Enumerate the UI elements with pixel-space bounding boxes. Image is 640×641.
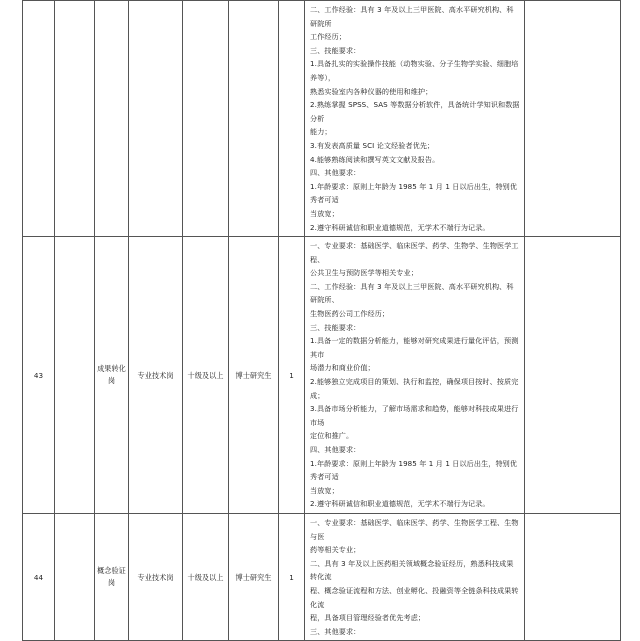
requirement-line: 工作经历；	[310, 32, 346, 42]
requirement-line: 4.能够熟练阅读和撰写英文文献及报告。	[310, 154, 440, 164]
requirement-line: 能力；	[310, 127, 332, 137]
cell-category	[129, 1, 183, 237]
requirement-line: 二、工作经验：具有 3 年及以上三甲医院、高水平研究机构、科研院所、	[310, 281, 514, 305]
cell-category: 专业技术岗	[129, 237, 183, 514]
position-name: 成果转化岗	[97, 364, 126, 386]
requirement-line: 四、其他要求：	[310, 168, 361, 178]
table-row	[23, 1, 621, 237]
requirement-line: 一、专业要求：基础医学、临床医学、药学、生物医学工程、生物与医	[310, 517, 519, 541]
position-name: 概念验证岗	[97, 566, 126, 588]
requirement-line: 药等相关专业；	[310, 545, 361, 555]
requirement-line: 当放宽；	[310, 208, 339, 218]
cell-dept	[55, 1, 95, 237]
requirement-line: 程，具备项目管理经验者优先考虑；	[310, 613, 426, 623]
requirement-line: 程、概念验证流程和方法、创业孵化、投融资等全链条科技成果转化流	[310, 585, 519, 609]
requirement-line: 公共卫生与预防医学等相关专业；	[310, 268, 418, 278]
requirement-line: 二、工作经验：具有 3 年及以上三甲医院、高水平研究机构、科研院所	[310, 5, 514, 28]
requirement-line: 1.年龄要求：原则上年龄为 1985 年 1 月 1 日以后出生，特别优秀者可适	[310, 458, 518, 482]
recruitment-table	[22, 0, 621, 641]
cell-education: 博士研究生	[229, 237, 279, 514]
requirement-line: 三、技能要求：	[310, 322, 361, 332]
cell-count: 1	[279, 237, 305, 514]
requirement-line: 1.年龄要求：原则上年龄为 1985 年 1 月 1 日以后出生，特别优秀者可适	[310, 181, 518, 205]
requirement-line: 三、其他要求：	[310, 626, 361, 636]
requirement-line: 2.熟练掌握 SPSS、SAS 等数据分析软件，具备统计学知识和数据分析	[310, 100, 520, 123]
requirement-line: 2.遵守科研诚信和职业道德规范，无学术不端行为记录。	[310, 222, 490, 232]
cell-remark	[525, 513, 621, 640]
cell-level	[183, 1, 229, 237]
requirement-line: 3.具备市场分析能力，了解市场需求和趋势，能够对科技成果进行市场	[310, 404, 519, 427]
cell-requirements	[305, 237, 525, 514]
cell-no	[23, 1, 55, 237]
cell-remark	[525, 1, 621, 237]
table-row	[23, 237, 621, 514]
cell-education	[229, 1, 279, 237]
requirement-line: 四、其他要求：	[310, 445, 361, 454]
requirement-line: 3.有发表高质量 SCI 论文经验者优先；	[310, 140, 435, 150]
cell-position	[95, 237, 129, 514]
cell-remark	[525, 237, 621, 514]
cell-requirements	[305, 1, 525, 237]
requirement-line: 2.能够独立完成项目的策划、执行和监控，确保项目按时、按质完成；	[310, 377, 519, 400]
cell-count: 1	[279, 513, 305, 640]
cell-dept	[55, 513, 95, 640]
requirement-line: 2.遵守科研诚信和职业道德规范，无学术不端行为记录。	[310, 499, 490, 509]
requirement-line: 生物医药公司工作经历；	[310, 309, 390, 319]
requirement-line: 熟悉实验室内各种仪器的使用和维护；	[310, 86, 433, 96]
requirement-line: 定位和推广。	[310, 431, 354, 441]
cell-dept	[55, 237, 95, 514]
cell-count	[279, 1, 305, 237]
cell-no: 44	[23, 513, 55, 640]
requirement-line: 1.具备一定的数据分析能力，能够对研究成果进行量化评估，预测其市	[310, 336, 519, 359]
requirement-line: 1.具备扎实的实验操作技能（动物实验、分子生物学实验、细胞培养等），	[310, 59, 519, 82]
cell-category: 专业技术岗	[129, 513, 183, 640]
cell-no: 43	[23, 237, 55, 514]
cell-position	[95, 513, 129, 640]
cell-position	[95, 1, 129, 237]
cell-education: 博士研究生	[229, 513, 279, 640]
cell-requirements	[305, 513, 525, 640]
cell-level: 十级及以上	[183, 237, 229, 514]
requirement-line: 一、专业要求：基础医学、临床医学、药学、生物学、生物医学工程、	[310, 241, 519, 264]
requirement-line: 二、具有 3 年及以上医药相关领域概念验证经历，熟悉科技成果转化流	[310, 558, 514, 582]
requirement-line: 三、技能要求：	[310, 45, 361, 55]
table-row	[23, 513, 621, 640]
cell-level: 十级及以上	[183, 513, 229, 640]
requirement-line: 场潜力和商业价值；	[310, 363, 375, 373]
requirement-line: 当放宽；	[310, 485, 339, 495]
